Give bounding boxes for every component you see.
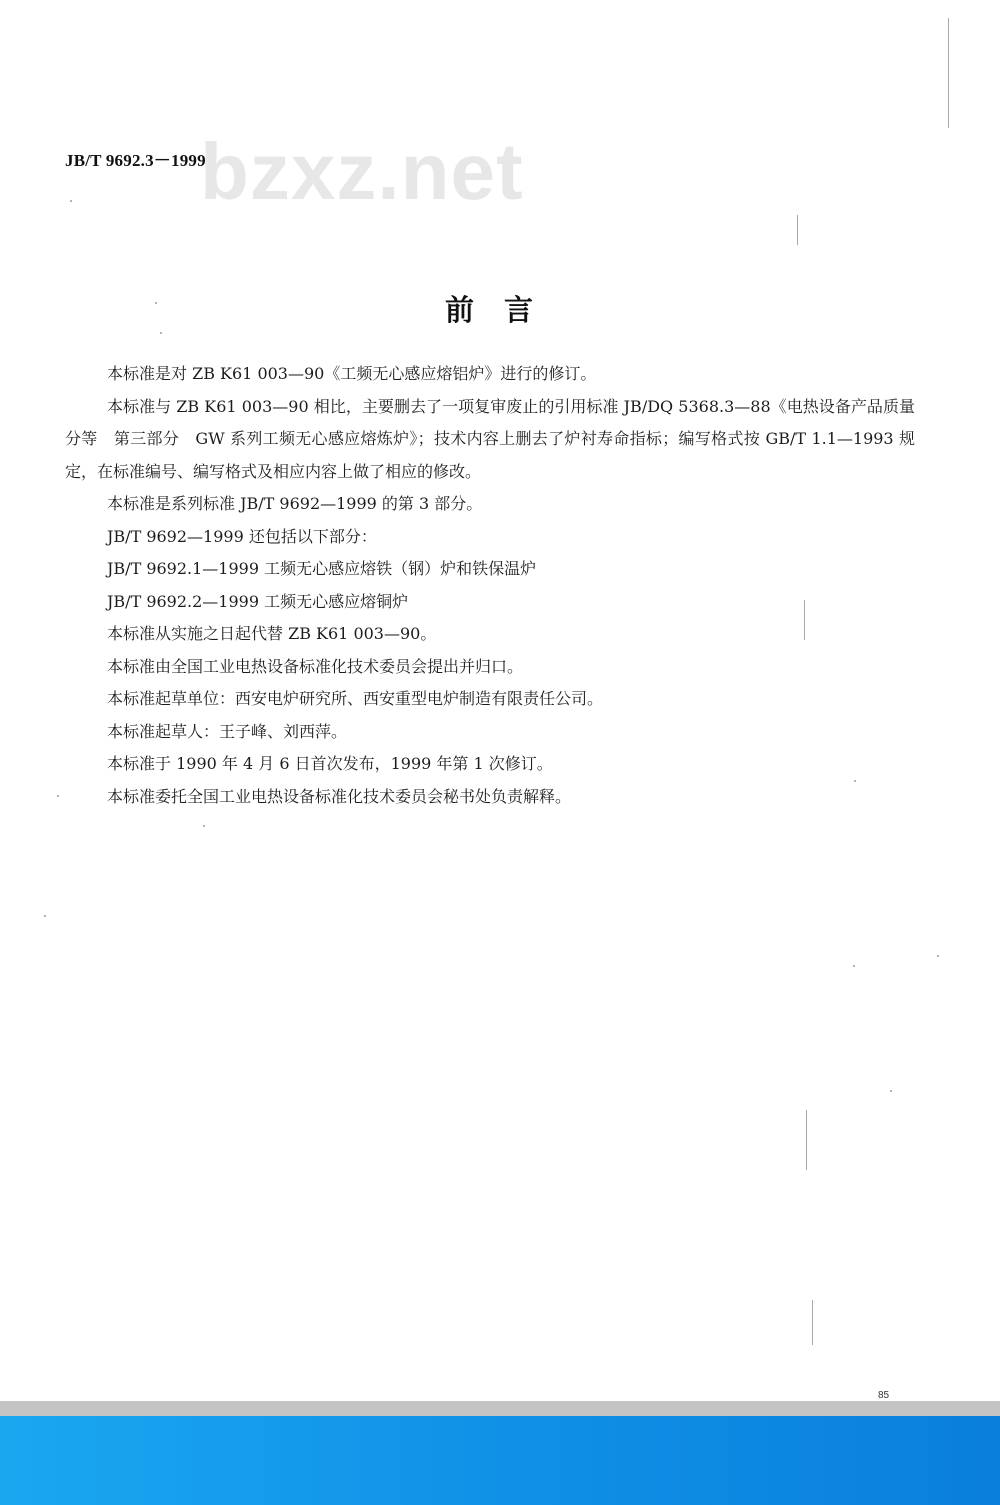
scan-speck: [155, 302, 157, 304]
scan-speck: [203, 825, 205, 827]
page-title: 前言: [444, 293, 563, 327]
scan-speck: [57, 795, 59, 797]
paragraph: 本标准起草人：王子峰、刘西萍。: [107, 721, 348, 741]
scan-artifact-line: [797, 215, 798, 245]
page-number: 85: [878, 1390, 890, 1401]
scan-artifact-line: [948, 18, 949, 128]
paragraph: 本标准是系列标准 JB/T 9692—1999 的第 3 部分。: [107, 494, 483, 513]
paragraph: JB/T 9692.2—1999 工频无心感应熔铜炉: [107, 591, 409, 611]
paragraph: JB/T 9692.1—1999 工频无心感应熔铁（钢）炉和铁保温炉: [107, 559, 537, 578]
paragraph: 本标准由全国工业电热设备标准化技术委员会提出并归口。: [107, 656, 524, 676]
scan-artifact-line: [812, 1300, 813, 1345]
scan-speck: [70, 200, 72, 202]
paragraph: 本标准与 ZB K61 003—90 相比，主要删去了一项复审废止的引用标准 JB/DQ 5368.3—88《电热设备产品质量分等 第三部分 GW 系列工频无心感应熔炼炉》；技术内容上删去了炉衬寿命指标；编写格式按 GB/T 1.1—1993 规定，在标准编号、编写格式及相应内容上做了相应的修改。: [65, 396, 915, 481]
paragraph: 本标准是对 ZB K61 003—90《工频无心感应熔铝炉》进行的修订。: [107, 364, 597, 383]
paragraph: JB/T 9692—1999 还包括以下部分：: [107, 526, 377, 546]
scan-speck: [853, 965, 855, 967]
foreword-body: [65, 358, 915, 813]
footer-bar: [0, 1416, 1000, 1505]
document-id: JB/T 9692.3－1999: [65, 151, 206, 170]
scan-artifact-line: [804, 600, 805, 640]
watermark: bzxz.net: [200, 127, 524, 216]
scan-speck: [890, 1090, 892, 1092]
paragraph: 本标准委托全国工业电热设备标准化技术委员会秘书处负责解释。: [107, 786, 572, 806]
page-bottom-band: [0, 1401, 1000, 1416]
paragraph: 本标准从实施之日起代替 ZB K61 003—90。: [107, 624, 437, 643]
scan-speck: [44, 915, 46, 917]
scan-speck: [160, 332, 162, 334]
paragraph: 本标准起草单位：西安电炉研究所、西安重型电炉制造有限责任公司。: [107, 689, 604, 708]
paragraph: 本标准于 1990 年 4 月 6 日首次发布，1999 年第 1 次修订。: [107, 754, 553, 773]
scan-speck: [854, 780, 856, 782]
scan-speck: [937, 955, 939, 957]
scan-artifact-line: [806, 1110, 807, 1170]
